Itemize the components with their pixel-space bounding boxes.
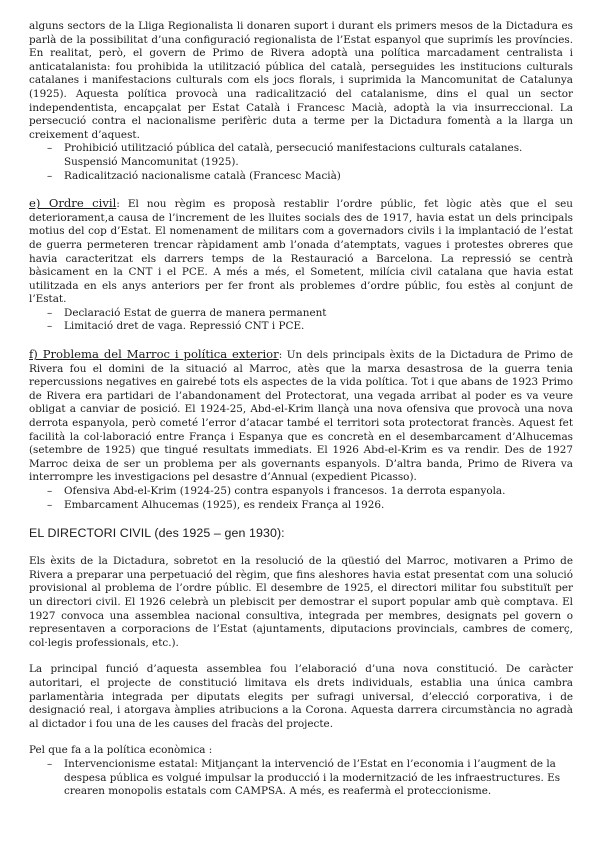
list-item: – Radicalització nacionalisme català (Francesc Macià) — [47, 169, 341, 182]
spacer — [29, 731, 573, 744]
spacer — [29, 650, 573, 663]
directori-paragraph-3: Pel que fa a la política econòmica : — [29, 744, 213, 757]
dash-bullet: – — [47, 498, 53, 511]
dash-bullet: – — [47, 306, 53, 319]
economic-bullet-list — [29, 758, 573, 799]
section-f-body: : Un dels principals èxits de la Dictadura de Primo de Rivera fou el domini de la situació al Marroc, atès que la marxa desastrosa de la guerra tenia repercussions negatives en gairebé tots els aspectes de la vida política. Tot i que abans de 1923 Primo de Rivera era partidari de l’abandonament del Protectorat, una vegada arribat al poder es va veure obligat a canviar de posició. El 1924-25, Abd-el-Krim llançà una nova ofensiva que provocà una nova derrota espanyola, però cometé l’error d’atacar també el territori sota protectorat francès. Aquest fet facilità la col·laboració entre França i Espanya que es concretà en el desembarcament d’Alhucemas (setembre de 1925) que tingué resultats immediats. El 1926 Abd-el-Krim es va rendir. Des de 1927 Marroc deixa de ser un problema per als governants espanyols. D’altra banda, Primo de Rivera va interrompre les investigacions pel desastre d’Annual (expedient Picasso). — [29, 349, 574, 484]
dash-bullet: – — [47, 169, 53, 182]
spacer — [29, 334, 573, 348]
directori-paragraph-2: La principal funció d’aquesta assemblea fou l’elaboració d’una nova constitució. De caràcter autoritari, el projecte de constitució limitava els drets individuals, establia una única cambra parlamentària integrada per diputats elegits per sufragi universal, d’elecció corporativa, i de designació real, i atorgava àmplies atribucions a la Corona. Aquesta darrera circumstància no agradà al dictador i fou una de les causes del fracàs del projecte. — [29, 663, 573, 730]
directori-paragraph-1: Els èxits de la Dictadura, sobretot en la resolució de la qüestió del Marroc, motivaren a Primo de Rivera a preparar una perpetuació del règim, que fins aleshores havia estat presentat com una solució provisional al problema de l’ordre públic. El desembre de 1925, el directori militar fou substituït per un directori civil. El 1926 celebrà un plebiscit per demostrar el suport popular amb què comptava. El 1927 convoca una assemblea nacional consultiva, integrada per membres, designats pel govern o representaven a corporacions de l’Estat (ajuntaments, diputacions provincials, cambres de comerç, col·legis professionals, etc.). — [29, 555, 573, 649]
dash-bullet: – — [47, 757, 53, 770]
section-f-paragraph — [29, 348, 573, 485]
dash-bullet: – — [47, 320, 53, 333]
directori-heading: EL DIRECTORI CIVIL (des 1925 – gen 1930): — [29, 526, 285, 541]
list-item: – Prohibició utilització pública del català, persecució manifestacions culturals catalanes. Suspensió Mancomunitat (1925). — [47, 142, 523, 168]
spacer — [29, 541, 573, 555]
section-f-title: f) Problema del Marroc i política exterior — [29, 347, 279, 362]
intro-bullet-list — [29, 142, 573, 183]
dash-bullet: – — [47, 485, 53, 497]
spacer — [29, 512, 573, 526]
list-item: – Intervencionisme estatal: Mitjançant la intervenció de l’Estat en l’economia i l’augment de la despesa pública es volgué impulsar la producció i la modernització de les infraestructures. Es crearen monopolis estatals com CAMPSA. A més, es reafermà el proteccionisme. — [47, 757, 561, 798]
section-f-bullet-list — [29, 485, 573, 512]
spacer — [29, 183, 573, 197]
list-item: – Declaració Estat de guerra de manera permanent — [47, 306, 327, 319]
section-e-title: e) Ordre civil — [29, 196, 117, 211]
list-item: – Embarcament Alhucemas (1925), es rendeix França al 1926. — [47, 498, 385, 511]
dash-bullet: – — [47, 142, 53, 155]
section-e-body: : El nou règim es proposà restablir l’ordre públic, fet lògic atès que el seu deteriorament,a causa de l’increment de les lluites socials des de 1917, havia estat un dels principals motius del cop d’Estat. El nomenament de militars com a governadors civils i la implantació de l’estat de guerra permeteren trencar ràpidament amb l’onada d’atemptats, vagues i protestes obreres que havia caracteritzat els darrers temps de la Restauració a Barcelona. La repressió se centrà bàsicament en la CNT i el PCE. A més a més, el Sometent, milícia civil catalana que havia estat utilitzada en els anys anteriors per fer front als problemes d’ordre públic, fou estès al conjunt de l’Estat. — [29, 198, 573, 306]
list-item: – Limitació dret de vaga. Repressió CNT i PCE. — [47, 320, 305, 333]
section-e-bullet-list — [29, 307, 573, 334]
intro-paragraph: alguns sectors de la Lliga Regionalista li donaren suport i durant els primers mesos de la Dictadura es parlà de la possibilitat d’una configuració regionalista de l’Estat espanyol que suprimís les províncies. En realitat, però, el govern de Primo de Rivera adoptà una política marcadament centralista i anticatalanista: fou prohibida la utilització pública del català, perseguides les institucions culturals catalanes i manifestacions culturals com els jocs florals, i suprimida la Mancomunitat de Catalunya (1925). Aquesta política provocà una radicalització del catalanisme, dins el qual un sector independentista, encapçalat per Estat Català i Francesc Macià, adoptà la via insurreccional. La persecució contra el nacionalisme perifèric duta a terme per la Dictadura fomentà a la llarga un creixement d’aquest. — [29, 20, 573, 141]
list-item: – Ofensiva Abd-el-Krim (1924-25) contra espanyols i francesos. 1a derrota espanyola. — [47, 485, 506, 497]
section-e-paragraph — [29, 197, 573, 307]
document-page — [29, 20, 573, 799]
